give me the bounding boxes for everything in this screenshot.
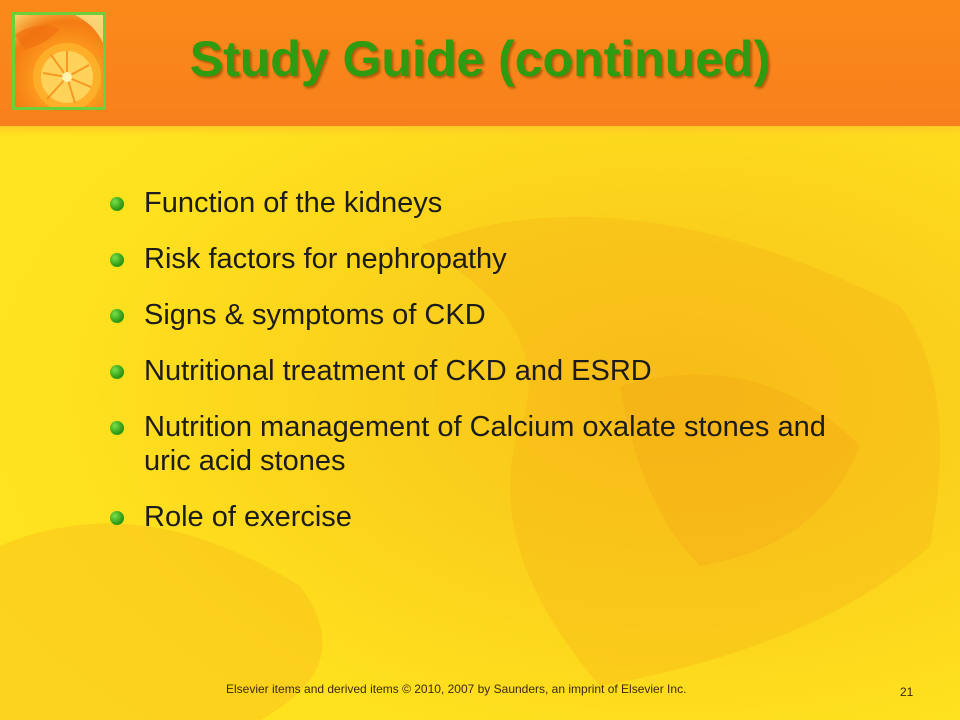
bullet-dot-icon [110,421,124,435]
bullet-text: Nutritional treatment of CKD and ESRD [144,355,652,387]
slide-title: Study Guide (continued) [189,31,771,87]
bullet-text: Function of the kidneys [144,187,443,219]
bullet-dot-icon [110,309,124,323]
bullet-dot-icon [110,253,124,267]
bullet-dot-icon [110,365,124,379]
page-number: 21 [900,685,914,699]
bullet-text: Role of exercise [144,501,352,533]
slide-header [0,0,960,126]
bullet-dot-icon [110,511,124,525]
bullet-text: Risk factors for nephropathy [144,243,507,275]
bullet-item [108,242,868,276]
bullet-item [108,410,868,478]
bullet-text: Signs & symptoms of CKD [144,299,486,331]
bullet-list [108,186,868,556]
bullet-item [108,500,868,534]
copyright-footer: Elsevier items and derived items © 2010, 2007 by Saunders, an imprint of Elsevier Inc. [226,682,687,696]
bullet-item [108,354,868,388]
orange-slice-image [12,12,106,110]
bullet-dot-icon [110,197,124,211]
bullet-text: Nutrition management of Calcium oxalate stones and uric acid stones [144,411,826,477]
bullet-item [108,298,868,332]
bullet-item [108,186,868,220]
